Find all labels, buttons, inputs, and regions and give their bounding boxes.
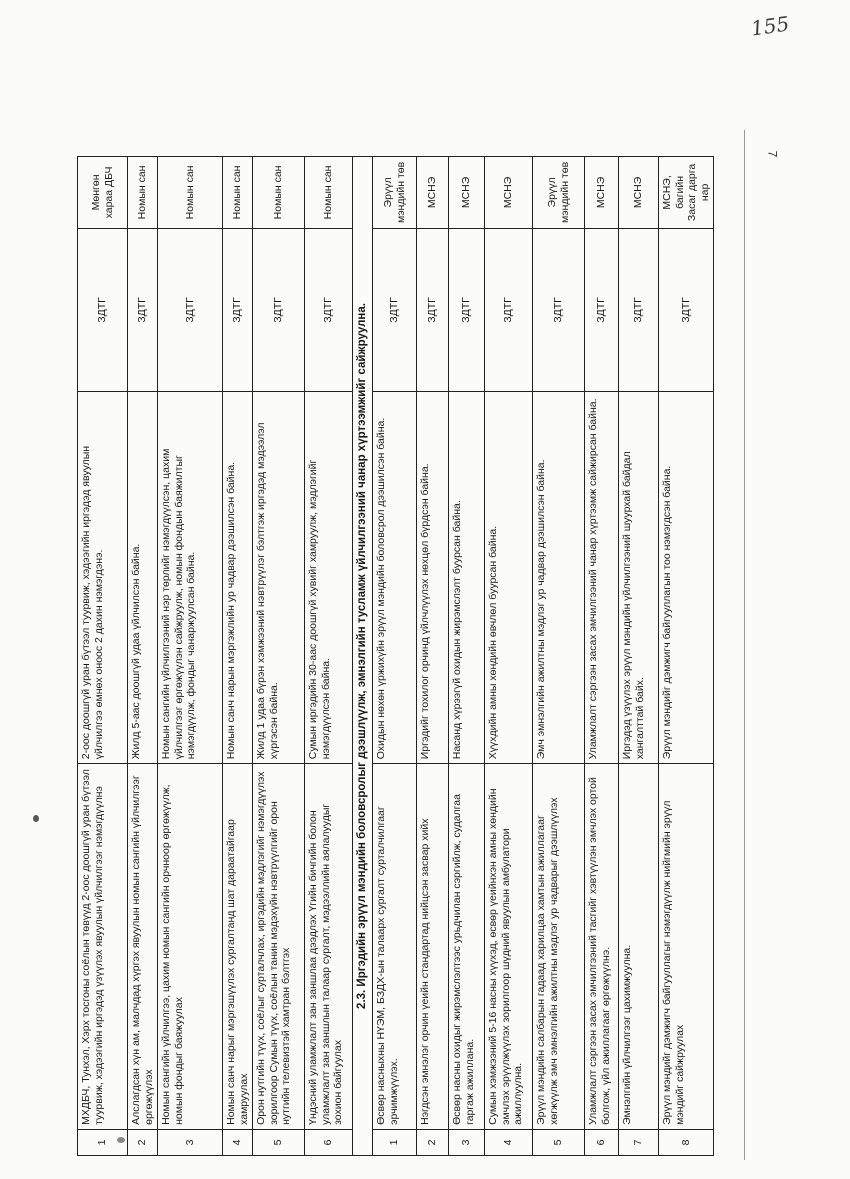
executor-cell: Мөнгөн хараа ДБЧ [78, 157, 128, 229]
activity-cell: Эрүүл мэндийг дэмжигч байгууллагыг нэмэгдүүлж нийгмийн эрүүл мэндийг сайжруулах [659, 764, 714, 1130]
result-cell: Эмч эмнэлгийн ажилтны мэдлэг ур чадвар дээшилсэн байна. [533, 392, 585, 764]
plan-table [77, 156, 714, 1156]
row-number: 5 [253, 1129, 305, 1155]
table-row [659, 157, 714, 1156]
responsible-cell: ЗДТГ [449, 228, 485, 391]
executor-cell: МСНЭ [417, 157, 449, 229]
responsible-cell: ЗДТГ [373, 228, 417, 391]
responsible-cell: ЗДТГ [158, 228, 223, 391]
row-number: 2 [417, 1129, 449, 1155]
rotated-page-area [77, 156, 737, 1156]
table-row [619, 157, 659, 1156]
executor-cell: МСНЭ [619, 157, 659, 229]
activity-cell: Үндэсний уламжлалт зан заншлаа дээдлэх Үгийн бичгийн болон уламжлалт зан заншлын талаар сургалт, мэдээллийн аялалуудыг зохион байгуулах [305, 764, 353, 1130]
executor-cell: Эрүүл мэндийн төв [373, 157, 417, 229]
row-number: 1 [373, 1129, 417, 1155]
result-cell: Иргэдэд үзүүлэх эрүүл мэндийн үйлчилгээний шуурхай байдал хангалттай байх. [619, 392, 659, 764]
page-number: 7 [765, 150, 780, 158]
executor-cell: МСНЭ [585, 157, 619, 229]
table-row [533, 157, 585, 1156]
table-row [223, 157, 253, 1156]
result-cell: Жилд 5-аас доошгүй удаа үйлчилсэн байна. [128, 392, 158, 764]
responsible-cell: ЗДТГ [417, 228, 449, 391]
result-cell: Иргэдийг тохилог орчинд үйлчлүүлэх нөхцөл бүрдсэн байна. [417, 392, 449, 764]
table-row [373, 157, 417, 1156]
handwritten-page-number: 155 [749, 11, 791, 41]
activity-cell: Өсвөр насныхны НҮЭМ, БЗДХ-ын талаарх сургалт сурталчилгааг эрчимжүүлэх. [373, 764, 417, 1130]
activity-cell: Нэгдсэн эмнэлэг орчин үеийн стандартад нийцсэн засвар хийх [417, 764, 449, 1130]
activity-cell: Алслагдсан хүн ам, малчдад хүргэх явуулын номын сангийн үйлчилгээг өргөжүүлэх [128, 764, 158, 1130]
row-number: 4 [223, 1129, 253, 1155]
scan-speck [33, 815, 39, 822]
responsible-cell: ЗДТГ [253, 228, 305, 391]
responsible-cell: ЗДТГ [585, 228, 619, 391]
section-row [353, 157, 373, 1156]
activity-cell: Эмнэлгийн үйлчилгээг цахимжуулна. [619, 764, 659, 1130]
responsible-cell: ЗДТГ [485, 228, 533, 391]
row-number: 6 [305, 1129, 353, 1155]
table-row [78, 157, 128, 1156]
executor-cell: Номын сан [223, 157, 253, 229]
activity-cell: Эрүүл мэндийн салбарын гадаад харилцаа хамтын ажиллагааг хөгжүүлж эмч эмнэлгийн ажилтны мэдлэг ур чадварыг дээшлүүлэх [533, 764, 585, 1130]
table-row [449, 157, 485, 1156]
table-row [158, 157, 223, 1156]
result-cell: Уламжлалт сэргээн засах эмчилгээний чанар хүртээмж сайжирсан байна. [585, 392, 619, 764]
table-row [585, 157, 619, 1156]
row-number: 3 [449, 1129, 485, 1155]
row-number: 6 [585, 1129, 619, 1155]
table-row [128, 157, 158, 1156]
responsible-cell: ЗДТГ [305, 228, 353, 391]
executor-cell: Номын сан [305, 157, 353, 229]
row-number: 1 [78, 1129, 128, 1155]
result-cell: Номын санч нарын мэргэжлийн ур чадвар дээшилсэн байна. [223, 392, 253, 764]
responsible-cell: ЗДТГ [128, 228, 158, 391]
activity-cell: Өсвөр насны охидыг жирэмслэлтээс урьдчилан сэргийлж, судалгаа гаргаж ажиллана. [449, 764, 485, 1130]
section-title: 2.3. Иргэдийн эрүүл мэндийн боловсролыг дээшлүүлж, эмнэлгийн тусламж үйлчилгээний чанар хүртээмжийг сайжруулна. [353, 157, 373, 1156]
result-cell: Хүүхдийн амны хөндийн өвчлөл буурсан байна. [485, 392, 533, 764]
result-cell: Сумын иргэдийн 30-аас доошгүй хувийг хамруулж, мэдлэгийг нэмэгдүүлсэн байна. [305, 392, 353, 764]
result-cell: Жилд 1 удаа бүрэн хэмжээний нэвтрүүлэг бэлтгэж иргэдэд мэдээлэл хүргэсэн байна. [253, 392, 305, 764]
row-number: 5 [533, 1129, 585, 1155]
rotated-content [77, 156, 737, 1156]
row-number: 7 [619, 1129, 659, 1155]
row-number: 2 [128, 1129, 158, 1155]
responsible-cell: ЗДТГ [619, 228, 659, 391]
result-cell: 2-оос доошгүй уран бүтээл туурвиж, хэдээгийн иргэдэд явуулын үйлчилгээ өмнөх оноос 2 дахин нэмэгдэнэ. [78, 392, 128, 764]
responsible-cell: ЗДТГ [223, 228, 253, 391]
executor-cell: Эрүүл мэндийн төв [533, 157, 585, 229]
section-header-body [353, 157, 373, 1156]
executor-cell: Номын сан [128, 157, 158, 229]
executor-cell: Номын сан [253, 157, 305, 229]
activity-cell: Номын сангийн үйлчилгээ, цахим номын сангийн орчноор өргөжүүлж, номын фондыг баяжуулах [158, 764, 223, 1130]
executor-cell: МСНЭ [449, 157, 485, 229]
result-cell: Охидын нөхөн үржихүйн эрүүл мэндийн боловсрол дээшилсэн байна. [373, 392, 417, 764]
table-body-after [373, 157, 714, 1156]
table-row [305, 157, 353, 1156]
result-cell: Номын сангийн үйлчилгээний нэр төрлийг нэмэгдүүлсэн, цахим үйлчилгээг өргөжүүлэн сайжруулж, номын фондын баяжилтыг нэмэгдүүлж, фондыг чанаржуулсан байна. [158, 392, 223, 764]
responsible-cell: ЗДТГ [533, 228, 585, 391]
responsible-cell: ЗДТГ [78, 228, 128, 391]
executor-cell: МСНЭ [485, 157, 533, 229]
activity-cell: Сумын хэмжээний 5-16 насны хүүхэд, өсвөр үеийнхэн амны хөндийн эмчлэх эрүүлжүүлэх зорилгоор шүдний явуулын амбулатори ажиллуулна. [485, 764, 533, 1130]
activity-cell: Номын санч нарыг мэргэшүүлэх сургалтанд шат дараатайгаар хамруулах [223, 764, 253, 1130]
result-cell: Эрүүл мэндийг дэмжигч байгууллагын тоо нэмэгдсэн байна. [659, 392, 714, 764]
table-row [417, 157, 449, 1156]
table-body-before [78, 157, 353, 1156]
row-number: 4 [485, 1129, 533, 1155]
row-number: 8 [659, 1129, 714, 1155]
result-cell: Насанд хүрээгүй охидын жирэмслэлт буурсан байна. [449, 392, 485, 764]
table-row [253, 157, 305, 1156]
executor-cell: Номын сан [158, 157, 223, 229]
row-number: 3 [158, 1129, 223, 1155]
responsible-cell: ЗДТГ [659, 228, 714, 391]
activity-cell: МХДБЧ, Тунхэл, Хэрх тосгоны соёлын төвүүд 2-оос доошгүй уран бүтээл туурвиж, хэдээгийн иргэдэд үзүүлэх явуулын үйлчилгээг нэмэгдүүлнэ [78, 764, 128, 1130]
activity-cell: Уламжлалт сэргээн засах эмчилгээний тасгийг хэвтүүлэн эмчлэх ортой болгож, үйл ажиллагааг өргөжүүлнэ. [585, 764, 619, 1130]
executor-cell: МСНЭ, багийн Засаг дарга нар [659, 157, 714, 229]
activity-cell: Орон нутгийн түүх, соёлыг сурталчлах, иргэдийн мэдлэгийг нэмэгдүүлэх зорилгоор Сумын түүх, соёлын танин мэдэхүйн нэвтрүүлгийг орон нутгийн телевизтэй хамтран бэлтгэх [253, 764, 305, 1130]
page-edge-line [744, 130, 745, 1160]
table-row [485, 157, 533, 1156]
